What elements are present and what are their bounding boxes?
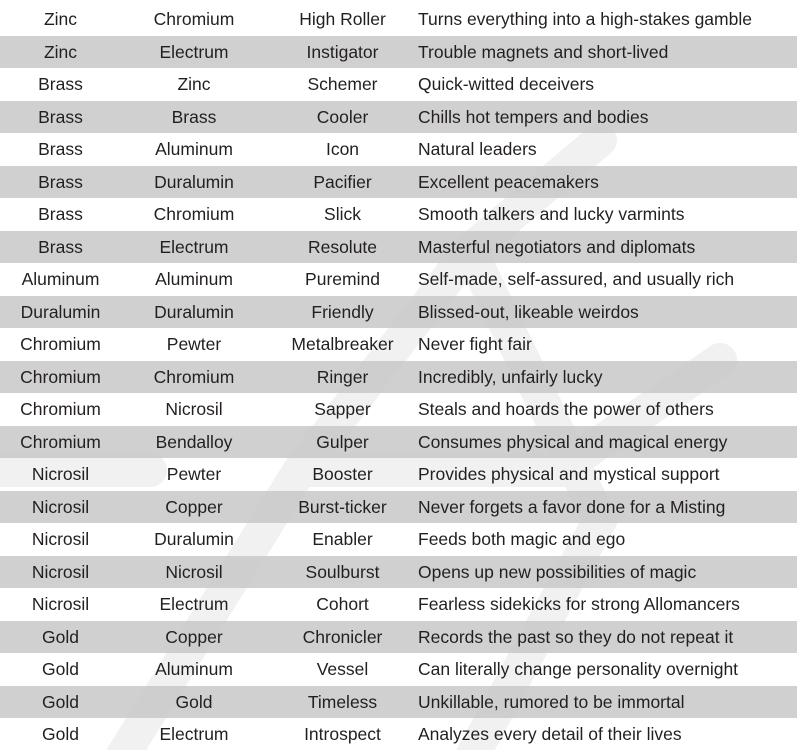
twinborn-name-cell: Sapper [314,399,371,420]
description-cell: Excellent peacemakers [418,166,797,199]
first-metal-cell: Duralumin [0,296,121,329]
second-metal-cell: Electrum [159,724,229,745]
second-metal-cell: Pewter [166,334,222,355]
twinborn-name-cell: Soulburst [267,556,418,589]
twinborn-name-cell: Metalbreaker [291,334,394,355]
table-row [0,166,797,199]
description-cell: Natural leaders [418,139,537,160]
description-cell: Incredibly, unfairly lucky [418,361,797,394]
second-metal-cell: Duralumin [121,296,267,329]
first-metal-cell: Gold [42,659,79,680]
table-row [0,231,797,264]
twinborn-name-cell: Cohort [316,594,369,615]
description-cell: Masterful negotiators and diplomats [418,231,797,264]
first-metal-cell: Nicrosil [31,464,90,485]
twinborn-name-cell: Cooler [267,101,418,134]
second-metal-cell: Aluminum [155,269,233,290]
table-row [0,393,797,426]
description-cell: Feeds both magic and ego [418,529,626,550]
first-metal-cell: Chromium [0,361,121,394]
first-metal-cell: Zinc [43,9,78,30]
table-row [0,523,797,556]
description-cell: Can literally change personality overnight [418,659,739,680]
second-metal-cell: Duralumin [121,166,267,199]
first-metal-cell: Aluminum [21,269,100,290]
first-metal-cell: Nicrosil [0,491,121,524]
first-metal-cell: Brass [0,231,121,264]
first-metal-cell: Gold [0,621,121,654]
twinborn-name-cell: Vessel [316,659,369,680]
table-row [0,361,797,394]
table-row [0,458,797,491]
description-cell: Never fight fair [418,334,532,355]
second-metal-cell: Electrum [121,231,267,264]
description-cell: Steals and hoards the power of others [418,399,714,420]
first-metal-cell: Brass [38,139,83,160]
twinborn-name-cell: Instigator [267,36,418,69]
twinborn-name-cell: Enabler [312,529,373,550]
second-metal-cell: Copper [121,621,267,654]
first-metal-cell: Brass [0,166,121,199]
twinborn-name-cell: Chronicler [267,621,418,654]
first-metal-cell: Brass [0,101,121,134]
twinborn-name-cell: Ringer [267,361,418,394]
first-metal-cell: Brass [38,204,83,225]
twinborn-name-cell: Resolute [267,231,418,264]
second-metal-cell: Gold [121,686,267,719]
second-metal-cell: Electrum [121,36,267,69]
table-row [0,3,797,36]
first-metal-cell: Chromium [0,426,121,459]
description-cell: Chills hot tempers and bodies [418,101,797,134]
table-row [0,133,797,166]
first-metal-cell: Nicrosil [31,529,90,550]
description-cell: Trouble magnets and short-lived [418,36,797,69]
description-cell: Opens up new possibilities of magic [418,556,797,589]
twinborn-table [0,3,797,750]
twinborn-name-cell: Schemer [307,74,378,95]
first-metal-cell: Gold [42,724,79,745]
description-cell: Analyzes every detail of their lives [418,724,682,745]
second-metal-cell: Zinc [177,74,211,95]
description-cell: Turns everything into a high-stakes gamble [418,9,752,30]
table-row [0,296,797,329]
twinborn-name-cell: Booster [312,464,373,485]
twinborn-name-cell: Gulper [267,426,418,459]
table-row [0,686,797,719]
twinborn-name-cell: High Roller [299,9,386,30]
description-cell: Smooth talkers and lucky varmints [418,204,685,225]
second-metal-cell: Chromium [153,204,235,225]
first-metal-cell: Brass [38,74,83,95]
first-metal-cell: Chromium [20,334,101,355]
first-metal-cell: Chromium [20,399,101,420]
second-metal-cell: Duralumin [154,529,234,550]
description-cell: Quick-witted deceivers [418,74,595,95]
second-metal-cell: Aluminum [155,139,233,160]
description-cell: Never forgets a favor done for a Misting [418,491,797,524]
table-row [0,263,797,296]
twinborn-name-cell: Friendly [267,296,418,329]
twinborn-name-cell: Timeless [267,686,418,719]
twinborn-name-cell: Introspect [304,724,381,745]
second-metal-cell: Copper [121,491,267,524]
table-row [0,718,797,750]
twinborn-name-cell: Puremind [305,269,380,290]
second-metal-cell: Chromium [153,9,235,30]
description-cell: Consumes physical and magical energy [418,426,797,459]
table-row [0,101,797,134]
first-metal-cell: Zinc [0,36,121,69]
first-metal-cell: Gold [0,686,121,719]
description-cell: Fearless sidekicks for strong Allomancers [418,594,740,615]
second-metal-cell: Electrum [159,594,229,615]
twinborn-name-cell: Slick [324,204,361,225]
first-metal-cell: Nicrosil [31,594,90,615]
description-cell: Provides physical and mystical support [418,464,720,485]
second-metal-cell: Pewter [166,464,222,485]
description-cell: Blissed-out, likeable weirdos [418,296,797,329]
table-row [0,36,797,69]
table-row [0,588,797,621]
twinborn-name-cell: Icon [325,139,360,160]
table-row [0,68,797,101]
table-row [0,198,797,231]
twinborn-name-cell: Pacifier [267,166,418,199]
table-row [0,491,797,524]
second-metal-cell: Bendalloy [121,426,267,459]
second-metal-cell: Nicrosil [121,556,267,589]
table-row [0,328,797,361]
description-cell: Records the past so they do not repeat it [418,621,797,654]
description-cell: Self-made, self-assured, and usually rich [418,269,735,290]
twinborn-name-cell: Burst-ticker [267,491,418,524]
second-metal-cell: Aluminum [155,659,233,680]
description-cell: Unkillable, rumored to be immortal [418,686,797,719]
table-row [0,621,797,654]
second-metal-cell: Chromium [121,361,267,394]
second-metal-cell: Nicrosil [165,399,223,420]
table-row [0,426,797,459]
first-metal-cell: Nicrosil [0,556,121,589]
table-row [0,556,797,589]
second-metal-cell: Brass [121,101,267,134]
table-row [0,653,797,686]
